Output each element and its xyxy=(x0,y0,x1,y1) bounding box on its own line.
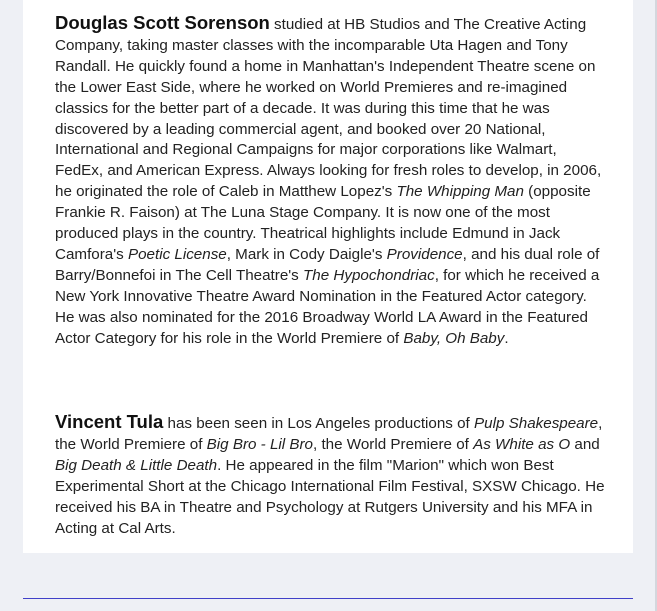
work-title: Providence xyxy=(386,245,463,263)
bio-card xyxy=(23,0,633,553)
bio-text: and xyxy=(570,435,600,453)
bio-name: Douglas Scott Sorenson xyxy=(55,12,270,33)
bio-paragraph-vincent xyxy=(55,412,607,539)
bio-text: , the World Premiere of xyxy=(313,435,474,453)
bio-text: . He appeared in the film "Marion" which won Best Experimental Short at the Chicago International Film Festival, SXSW Chicago. He received his BA in Theatre and Psychology at Rutgers University and his MFA in Acting at Cal Arts. xyxy=(55,456,605,537)
bio-name: Vincent Tula xyxy=(55,411,164,432)
work-title: Pulp Shakespeare xyxy=(474,415,599,432)
work-title: Baby, Oh Baby xyxy=(403,329,505,347)
work-title: Poetic License xyxy=(127,245,227,263)
work-title: Big Bro - Lil Bro xyxy=(206,435,314,453)
work-title: Big Death & Little Death xyxy=(55,456,218,474)
bio-text: , the World Premiere of xyxy=(55,415,603,453)
bio-text: has been seen in Los Angeles productions of xyxy=(163,415,475,432)
bio-text: , Mark in Cody Daigle's xyxy=(226,245,387,263)
bio-paragraph-douglas xyxy=(55,13,607,350)
bio-text: (opposite Frankie R. Faison) at The Luna Stage Company. It is now one of the most produced plays in the country. Theatrical highlights include Edmund in Jack Camfora's xyxy=(55,183,591,263)
work-title: The Whipping Man xyxy=(396,183,524,201)
bio-text: , for which he received a New York Innovative Theatre Award Nomination in the Featured Actor category. He was also nominated for the 2016 Broadway World LA Award in the Featured Actor Category for his role in the World Premiere of xyxy=(55,266,600,347)
work-title: The Hypochondriac xyxy=(303,266,435,284)
bio-text: . xyxy=(504,329,509,347)
bio-text: , and his dual role of Barry/Bonnefoi in The Cell Theatre's xyxy=(55,245,600,284)
bio-text: studied at HB Studios and The Creative Acting Company, taking master classes with the incomparable Uta Hagen and Tony Randall. He quickly found a home in Manhattan's Independent Theatre scene on the Lower East Side, where he worked on World Premieres and re-imagined classics for the better part of a decade. It was during this time that he was discovered by a leading commercial agent, and booked over 20 National, International and Regional Campaigns for major corporations like Walmart, FedEx, and American Express. Always looking for fresh roles to develop, in 2006, he originated the role of Caleb in Matthew Lopez's xyxy=(55,16,602,201)
work-title: As White as O xyxy=(473,435,571,453)
footer-divider xyxy=(23,598,633,599)
